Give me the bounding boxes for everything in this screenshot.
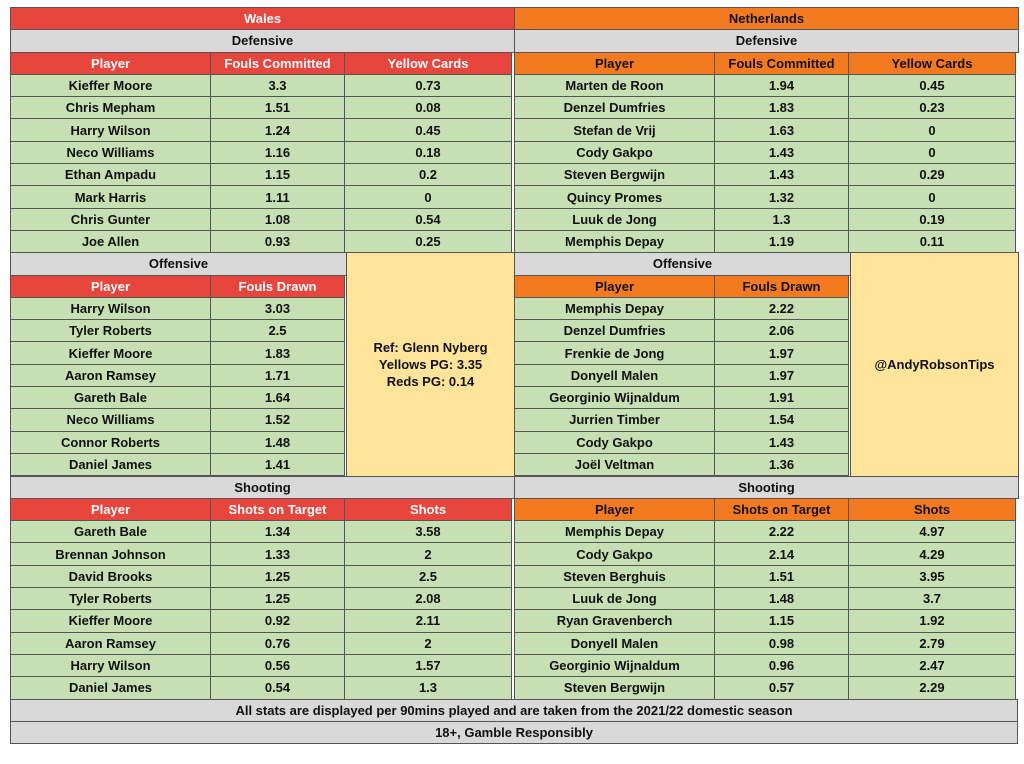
stat-value-cell: 2.06 xyxy=(714,319,849,342)
stat-value-cell: 0 xyxy=(344,185,512,208)
netherlands-defensive-section-row xyxy=(514,29,1018,51)
stat-value-cell: 0.18 xyxy=(344,141,512,164)
netherlands-shooting-section-title: Shooting xyxy=(514,476,1019,499)
netherlands-offensive-table-row xyxy=(514,431,850,453)
stat-value-cell: 1.51 xyxy=(210,96,345,119)
stat-value-cell: 1.25 xyxy=(210,565,345,588)
wales-shooting-table-row xyxy=(10,632,514,654)
wales-defensive-col-header: Fouls Committed xyxy=(210,52,345,75)
stat-value-cell: 3.7 xyxy=(848,587,1016,610)
netherlands-offensive-col-header: Fouls Drawn xyxy=(714,275,849,298)
player-name-cell: Aaron Ramsey xyxy=(10,632,211,655)
stat-value-cell: 1.25 xyxy=(210,587,345,610)
twitter-handle: @AndyRobsonTips xyxy=(874,356,995,372)
player-name-cell: Steven Berghuis xyxy=(514,565,715,588)
wales-title-row xyxy=(10,7,514,29)
netherlands-shooting-table-row xyxy=(514,542,1018,564)
netherlands-shooting-header-row xyxy=(514,498,1018,520)
player-name-cell: Daniel James xyxy=(10,676,211,699)
stat-value-cell: 1.83 xyxy=(210,341,345,364)
stat-value-cell: 2.79 xyxy=(848,632,1016,655)
player-name-cell: Donyell Malen xyxy=(514,364,715,387)
player-name-cell: Chris Gunter xyxy=(10,208,211,231)
wales-offensive-header-row xyxy=(10,275,346,297)
netherlands-offensive-table-row xyxy=(514,341,850,363)
player-name-cell: Cody Gakpo xyxy=(514,431,715,454)
stat-value-cell: 1.43 xyxy=(714,141,849,164)
stat-value-cell: 1.48 xyxy=(714,587,849,610)
referee-info-line: Yellows PG: 3.35 xyxy=(378,356,483,372)
stat-value-cell: 2 xyxy=(344,632,512,655)
wales-half xyxy=(10,7,514,699)
stat-value-cell: 0.76 xyxy=(210,632,345,655)
netherlands-shooting-col-header: Shots xyxy=(848,498,1016,521)
player-name-cell: Luuk de Jong xyxy=(514,208,715,231)
stat-value-cell: 1.57 xyxy=(344,654,512,677)
wales-defensive-col-header: Player xyxy=(10,52,211,75)
netherlands-shooting-table-row xyxy=(514,676,1018,698)
stat-value-cell: 0.2 xyxy=(344,163,512,186)
stat-value-cell: 0.45 xyxy=(848,74,1016,97)
stat-value-cell: 1.54 xyxy=(714,408,849,431)
wales-offensive-table-row xyxy=(10,386,346,408)
wales-shooting-table-row xyxy=(10,542,514,564)
player-name-cell: Steven Bergwijn xyxy=(514,163,715,186)
stat-value-cell: 1.19 xyxy=(714,230,849,253)
stat-value-cell: 1.52 xyxy=(210,408,345,431)
teams-block xyxy=(10,7,1017,699)
wales-defensive-table-row xyxy=(10,208,514,230)
stat-value-cell: 1.48 xyxy=(210,431,345,454)
netherlands-defensive-table-row xyxy=(514,96,1018,118)
stat-value-cell: 1.08 xyxy=(210,208,345,231)
netherlands-shooting-table-row xyxy=(514,632,1018,654)
stat-value-cell: 0.08 xyxy=(344,96,512,119)
wales-shooting-table-row xyxy=(10,676,514,698)
wales-shooting-col-header: Player xyxy=(10,498,211,521)
stat-value-cell: 1.97 xyxy=(714,341,849,364)
wales-offensive-block xyxy=(10,252,514,475)
player-name-cell: Denzel Dumfries xyxy=(514,96,715,119)
footer-responsible-gambling: 18+, Gamble Responsibly xyxy=(10,721,1018,744)
player-name-cell: Steven Bergwijn xyxy=(514,676,715,699)
wales-shooting-table-row xyxy=(10,520,514,542)
wales-defensive-table-row xyxy=(10,74,514,96)
stat-value-cell: 1.71 xyxy=(210,364,345,387)
netherlands-half xyxy=(514,7,1018,699)
wales-shooting-table-row xyxy=(10,609,514,631)
wales-offensive-table-row xyxy=(10,297,346,319)
stat-value-cell: 0.29 xyxy=(848,163,1016,186)
netherlands-defensive-table-row xyxy=(514,230,1018,252)
stat-value-cell: 3.3 xyxy=(210,74,345,97)
netherlands-offensive-table-row xyxy=(514,408,850,430)
stat-value-cell: 3.58 xyxy=(344,520,512,543)
stat-value-cell: 1.43 xyxy=(714,431,849,454)
wales-defensive-table-row xyxy=(10,96,514,118)
netherlands-team-title: Netherlands xyxy=(514,7,1019,30)
stat-value-cell: 0.19 xyxy=(848,208,1016,231)
netherlands-offensive-table-row xyxy=(514,319,850,341)
netherlands-shooting-section-row xyxy=(514,476,1018,498)
stat-value-cell: 0.96 xyxy=(714,654,849,677)
netherlands-offensive-section-title: Offensive xyxy=(514,252,851,275)
netherlands-defensive-section-title: Defensive xyxy=(514,29,1019,52)
player-name-cell: Frenkie de Jong xyxy=(514,341,715,364)
player-name-cell: Connor Roberts xyxy=(10,431,211,454)
stat-value-cell: 1.94 xyxy=(714,74,849,97)
netherlands-offensive-table-row xyxy=(514,297,850,319)
stat-value-cell: 1.97 xyxy=(714,364,849,387)
netherlands-shooting-table-row xyxy=(514,520,1018,542)
stat-value-cell: 0.92 xyxy=(210,609,345,632)
netherlands-shooting-col-header: Player xyxy=(514,498,715,521)
wales-offensive-table-row xyxy=(10,341,346,363)
stat-value-cell: 4.97 xyxy=(848,520,1016,543)
stat-value-cell: 1.83 xyxy=(714,96,849,119)
netherlands-defensive-table-row xyxy=(514,163,1018,185)
player-name-cell: Gareth Bale xyxy=(10,520,211,543)
wales-defensive-header-row xyxy=(10,52,514,74)
player-name-cell: Georginio Wijnaldum xyxy=(514,386,715,409)
stat-value-cell: 1.51 xyxy=(714,565,849,588)
stat-value-cell: 2.29 xyxy=(848,676,1016,699)
wales-defensive-table-row xyxy=(10,163,514,185)
player-name-cell: Daniel James xyxy=(10,453,211,476)
player-name-cell: Georginio Wijnaldum xyxy=(514,654,715,677)
player-name-cell: Quincy Promes xyxy=(514,185,715,208)
stat-value-cell: 0.45 xyxy=(344,118,512,141)
wales-defensive-section-row xyxy=(10,29,514,51)
player-name-cell: Kieffer Moore xyxy=(10,341,211,364)
footer-disclaimer-row xyxy=(10,699,1017,721)
netherlands-defensive-table-row xyxy=(514,208,1018,230)
stat-value-cell: 1.32 xyxy=(714,185,849,208)
netherlands-offensive-table-row xyxy=(514,364,850,386)
player-name-cell: David Brooks xyxy=(10,565,211,588)
netherlands-defensive-header-row xyxy=(514,52,1018,74)
player-name-cell: Harry Wilson xyxy=(10,118,211,141)
wales-offensive-table-row xyxy=(10,319,346,341)
stat-value-cell: 1.16 xyxy=(210,141,345,164)
player-name-cell: Ethan Ampadu xyxy=(10,163,211,186)
player-name-cell: Mark Harris xyxy=(10,185,211,208)
player-name-cell: Harry Wilson xyxy=(10,654,211,677)
stat-value-cell: 1.64 xyxy=(210,386,345,409)
stat-value-cell: 0 xyxy=(848,118,1016,141)
stat-value-cell: 1.92 xyxy=(848,609,1016,632)
wales-shooting-table-row xyxy=(10,587,514,609)
stat-value-cell: 2 xyxy=(344,542,512,565)
stat-value-cell: 1.33 xyxy=(210,542,345,565)
stat-value-cell: 1.91 xyxy=(714,386,849,409)
wales-offensive-table-row xyxy=(10,408,346,430)
wales-defensive-table-row xyxy=(10,118,514,140)
player-name-cell: Jurrien Timber xyxy=(514,408,715,431)
referee-info-line: Ref: Glenn Nyberg xyxy=(373,339,488,355)
stat-value-cell: 1.3 xyxy=(344,676,512,699)
player-name-cell: Tyler Roberts xyxy=(10,319,211,342)
stat-value-cell: 0.54 xyxy=(210,676,345,699)
netherlands-defensive-col-header: Fouls Committed xyxy=(714,52,849,75)
netherlands-defensive-col-header: Player xyxy=(514,52,715,75)
stat-value-cell: 1.36 xyxy=(714,453,849,476)
netherlands-offensive-section-row xyxy=(514,252,850,274)
stat-value-cell: 2.22 xyxy=(714,297,849,320)
stat-value-cell: 0.11 xyxy=(848,230,1016,253)
player-name-cell: Memphis Depay xyxy=(514,230,715,253)
wales-offensive-table-row xyxy=(10,453,346,475)
player-name-cell: Neco Williams xyxy=(10,408,211,431)
stat-value-cell: 0.25 xyxy=(344,230,512,253)
stat-value-cell: 1.3 xyxy=(714,208,849,231)
wales-defensive-table-row xyxy=(10,230,514,252)
stat-value-cell: 1.63 xyxy=(714,118,849,141)
wales-shooting-header-row xyxy=(10,498,514,520)
netherlands-shooting-table-row xyxy=(514,609,1018,631)
netherlands-offensive-table xyxy=(514,252,850,475)
wales-defensive-table-row xyxy=(10,141,514,163)
wales-offensive-col-header: Fouls Drawn xyxy=(210,275,345,298)
stat-value-cell: 3.95 xyxy=(848,565,1016,588)
player-name-cell: Memphis Depay xyxy=(514,520,715,543)
netherlands-defensive-table-row xyxy=(514,141,1018,163)
wales-offensive-section-row xyxy=(10,252,346,274)
player-name-cell: Memphis Depay xyxy=(514,297,715,320)
netherlands-defensive-col-header: Yellow Cards xyxy=(848,52,1016,75)
wales-shooting-table-row xyxy=(10,654,514,676)
stat-value-cell: 2.47 xyxy=(848,654,1016,677)
stat-value-cell: 0 xyxy=(848,141,1016,164)
wales-offensive-table xyxy=(10,252,346,475)
netherlands-shooting-table-row xyxy=(514,654,1018,676)
stat-value-cell: 0.73 xyxy=(344,74,512,97)
player-name-cell: Luuk de Jong xyxy=(514,587,715,610)
player-name-cell: Joe Allen xyxy=(10,230,211,253)
netherlands-shooting-col-header: Shots on Target xyxy=(714,498,849,521)
stat-value-cell: 2.5 xyxy=(210,319,345,342)
player-name-cell: Kieffer Moore xyxy=(10,609,211,632)
netherlands-title-row xyxy=(514,7,1018,29)
player-name-cell: Joël Veltman xyxy=(514,453,715,476)
netherlands-offensive-block xyxy=(514,252,1018,475)
player-name-cell: Aaron Ramsey xyxy=(10,364,211,387)
player-name-cell: Cody Gakpo xyxy=(514,542,715,565)
stat-value-cell: 0.23 xyxy=(848,96,1016,119)
stat-value-cell: 2.08 xyxy=(344,587,512,610)
footer-disclaimer: All stats are displayed per 90mins played and are taken from the 2021/22 domestic season xyxy=(10,699,1018,722)
netherlands-offensive-col-header: Player xyxy=(514,275,715,298)
stat-value-cell: 1.34 xyxy=(210,520,345,543)
player-name-cell: Cody Gakpo xyxy=(514,141,715,164)
netherlands-offensive-table-row xyxy=(514,386,850,408)
wales-shooting-section-row xyxy=(10,476,514,498)
player-name-cell: Tyler Roberts xyxy=(10,587,211,610)
referee-info-line: Reds PG: 0.14 xyxy=(386,373,475,389)
player-name-cell: Stefan de Vrij xyxy=(514,118,715,141)
netherlands-defensive-table-row xyxy=(514,118,1018,140)
stat-value-cell: 2.14 xyxy=(714,542,849,565)
stats-sheet xyxy=(10,7,1017,743)
stat-value-cell: 3.03 xyxy=(210,297,345,320)
player-name-cell: Ryan Gravenberch xyxy=(514,609,715,632)
netherlands-shooting-table-row xyxy=(514,565,1018,587)
wales-offensive-section-title: Offensive xyxy=(10,252,347,275)
netherlands-offensive-table-row xyxy=(514,453,850,475)
wales-defensive-col-header: Yellow Cards xyxy=(344,52,512,75)
stat-value-cell: 4.29 xyxy=(848,542,1016,565)
player-name-cell: Brennan Johnson xyxy=(10,542,211,565)
stat-value-cell: 1.41 xyxy=(210,453,345,476)
stat-value-cell: 2.11 xyxy=(344,609,512,632)
wales-shooting-table-row xyxy=(10,565,514,587)
wales-offensive-table-row xyxy=(10,431,346,453)
stat-value-cell: 1.15 xyxy=(210,163,345,186)
wales-defensive-table-row xyxy=(10,185,514,207)
referee-info-box xyxy=(346,252,515,476)
stat-value-cell: 1.15 xyxy=(714,609,849,632)
player-name-cell: Gareth Bale xyxy=(10,386,211,409)
player-name-cell: Harry Wilson xyxy=(10,297,211,320)
stat-value-cell: 1.11 xyxy=(210,185,345,208)
netherlands-shooting-table-row xyxy=(514,587,1018,609)
stat-value-cell: 1.24 xyxy=(210,118,345,141)
stat-value-cell: 1.43 xyxy=(714,163,849,186)
stat-value-cell: 0.93 xyxy=(210,230,345,253)
wales-shooting-col-header: Shots on Target xyxy=(210,498,345,521)
stat-value-cell: 0.54 xyxy=(344,208,512,231)
netherlands-offensive-header-row xyxy=(514,275,850,297)
stat-value-cell: 0.56 xyxy=(210,654,345,677)
player-name-cell: Chris Mepham xyxy=(10,96,211,119)
player-name-cell: Denzel Dumfries xyxy=(514,319,715,342)
wales-shooting-col-header: Shots xyxy=(344,498,512,521)
player-name-cell: Marten de Roon xyxy=(514,74,715,97)
wales-team-title: Wales xyxy=(10,7,515,30)
stat-value-cell: 2.22 xyxy=(714,520,849,543)
footer-responsible-row xyxy=(10,721,1017,743)
wales-defensive-section-title: Defensive xyxy=(10,29,515,52)
player-name-cell: Donyell Malen xyxy=(514,632,715,655)
stat-value-cell: 0.98 xyxy=(714,632,849,655)
player-name-cell: Kieffer Moore xyxy=(10,74,211,97)
stat-value-cell: 2.5 xyxy=(344,565,512,588)
wales-offensive-table-row xyxy=(10,364,346,386)
stat-value-cell: 0 xyxy=(848,185,1016,208)
stat-value-cell: 0.57 xyxy=(714,676,849,699)
wales-offensive-col-header: Player xyxy=(10,275,211,298)
netherlands-defensive-table-row xyxy=(514,74,1018,96)
player-name-cell: Neco Williams xyxy=(10,141,211,164)
netherlands-defensive-table-row xyxy=(514,185,1018,207)
handle-info-box xyxy=(850,252,1019,476)
wales-shooting-section-title: Shooting xyxy=(10,476,515,499)
